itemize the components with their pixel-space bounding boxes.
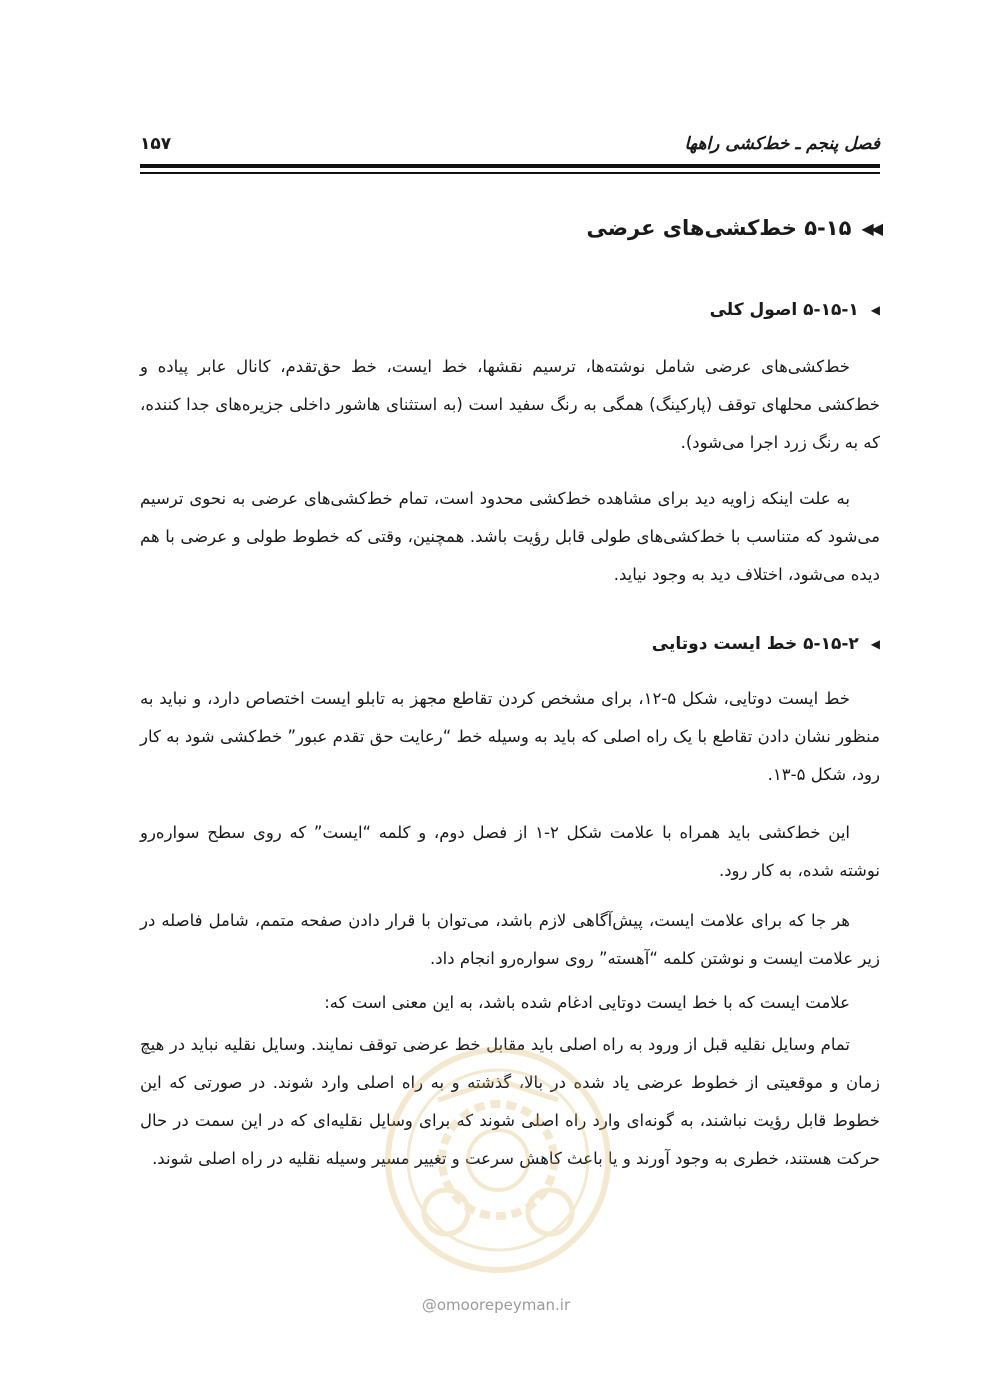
subsection-heading-2 bbox=[652, 634, 880, 654]
running-head bbox=[140, 128, 880, 160]
paragraph: به علت اینکه زاویه دید برای مشاهده خط‌کشی محدود است، تمام خط‌کشی‌های عرضی به نحوی ترسیم می‌شود که متناسب با خط‌کشی‌های طولی قابل رؤیت باشد. همچنین، وقتی که خطوط طولی و عرضی با هم دیده می‌شود، اختلاف دید به وجود نیاید. bbox=[140, 489, 880, 584]
header-rule-thin bbox=[140, 172, 880, 174]
watermark-seal-icon bbox=[378, 1040, 618, 1280]
paragraph: تمام وسایل نقلیه قبل از ورود به راه اصلی باید مقابل خط عرضی توقف نمایند. وسایل نقلیه نباید در هیچ زمان و موقعیتی از خطوط عرضی یاد شده در بالا، گذشته و به راه اصلی وارد شوند. در صورتی که این خطوط قابل رؤیت نباشند، به گونه‌ای وارد راه اصلی شوند که برای وسایل نقلیه‌ای که در این سمت در حال حرکت هستند، خطری به وجود آورند و یا باعث کاهش سرعت و تغییر مسیر وسیله نقلیه در راه اصلی شوند. bbox=[140, 1035, 880, 1168]
subsection-heading-1 bbox=[710, 300, 880, 320]
subsection-title-2: ۵-۱۵-۲ خط ایست دوتایی bbox=[651, 634, 859, 654]
chapter-title: فصل پنجم ـ خط‌کشی راهها bbox=[684, 134, 880, 154]
page-number: ۱۵۷ bbox=[140, 134, 172, 154]
paragraph: علامت ایست که با خط ایست دوتایی ادغام شده باشد، به این معنی است که: bbox=[324, 993, 850, 1012]
triangle-icon: ◀ bbox=[870, 303, 880, 317]
watermark-site: @omoorepeyman.ir bbox=[421, 1296, 571, 1314]
section-title: ۵-۱۵ خط‌کشی‌های عرضی bbox=[586, 216, 852, 240]
subsection-title-1: ۵-۱۵-۱ اصول کلی bbox=[709, 300, 859, 320]
triangle-icon: ◀ bbox=[870, 637, 880, 651]
paragraph: هر جا که برای علامت ایست، پیش‌آگاهی لازم باشد، می‌توان با قرار دادن صفحه متمم، شامل فاصله در زیر علامت ایست و نوشتن کلمه “آهسته” روی سواره‌رو انجام داد. bbox=[140, 911, 880, 968]
paragraph: خط‌کشی‌های عرضی شامل نوشته‌ها، ترسیم نقشها، خط ایست، خط حق‌تقدم، کانال عابر پیاده و خط‌کشی محلهای توقف (پارکینگ) همگی به رنگ سفید است (به استثنای هاشور داخلی جزیره‌های جدا کننده، که به رنگ زرد اجرا می‌شود). bbox=[140, 357, 880, 452]
section-heading bbox=[587, 216, 881, 240]
header-rule-thick bbox=[140, 164, 880, 168]
double-triangle-icon: ◀◀ bbox=[861, 218, 880, 238]
paragraph: این خط‌کشی باید همراه با علامت شکل ۲-۱ از فصل دوم، و کلمه “ایست” که روی سطح سواره‌رو نوشته شده، به کار رود. bbox=[140, 823, 880, 880]
paragraph: خط ایست دوتایی، شکل ۵-۱۲، برای مشخص کردن تقاطع مجهز به تابلو ایست اختصاص دارد، و نباید به منظور نشان دادن تقاطع با یک راه اصلی که باید به وسیله خط “رعایت حق تقدم عبور” خط‌کشی شود به کار رود، شکل ۵-۱۳. bbox=[140, 689, 880, 784]
